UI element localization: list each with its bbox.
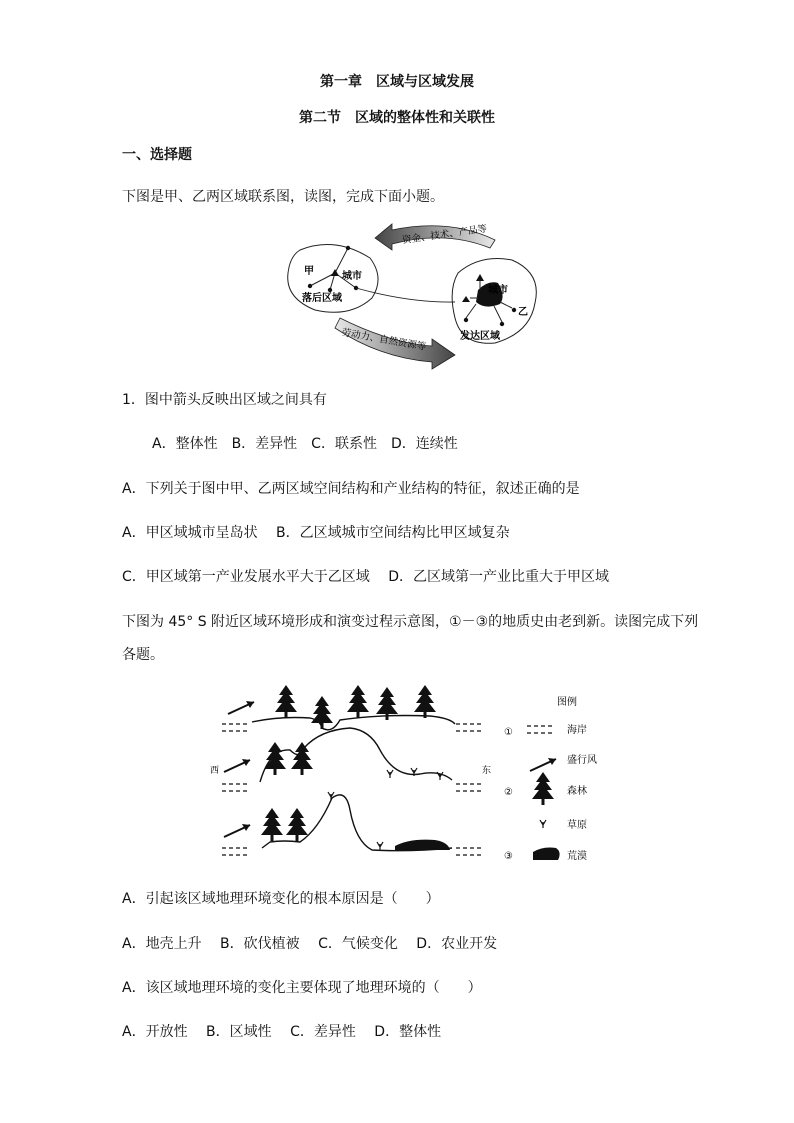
stage-3-mark: ③ xyxy=(504,851,513,862)
intro-text-2-line2: 各题。 xyxy=(122,647,164,663)
left-region-label: 甲 xyxy=(304,266,314,277)
q4-stem: A．该区域地理环境的变化主要体现了地理环境的（ ） xyxy=(122,980,482,996)
q3-stem: A．引起该区域地理环境变化的根本原因是（ ） xyxy=(122,891,440,907)
section-title: 第二节 区域的整体性和关联性 xyxy=(299,110,495,126)
q1-options: A．整体性 B．差异性 C．联系性 D．连续性 xyxy=(152,436,458,452)
q3-options: A．地壳上升 B．砍伐植被 C．气候变化 D．农业开发 xyxy=(122,936,498,952)
part-heading: 一、选择题 xyxy=(122,147,192,163)
top-arrow-label: 资金、技术、产品等 xyxy=(401,223,488,247)
q1-stem: 1．图中箭头反映出区域之间具有 xyxy=(122,392,327,408)
environment-evolution-figure xyxy=(200,680,630,872)
legend-coast-label: 海岸 xyxy=(567,725,587,736)
bottom-arrow-label: 劳动力、自然资源等 xyxy=(340,327,427,353)
q4-options: A．开放性 B．区域性 C．差异性 D．整体性 xyxy=(122,1024,442,1040)
q2-options-2: C．甲区域第一产业发展水平大于乙区域 D．乙区域第一产业比重大于甲区域 xyxy=(122,569,610,585)
legend-forest-label: 森林 xyxy=(567,786,587,797)
legend-title: 图例 xyxy=(557,697,577,708)
intro-text-1: 下图是甲、乙两区域联系图，读图，完成下面小题。 xyxy=(122,189,444,205)
region-linkage-figure xyxy=(280,218,550,373)
east-label: 东 xyxy=(482,766,492,776)
intro-text-2-line1: 下图为 45° S 附近区域环境形成和演变过程示意图，①－③的地质史由老到新。读图完成下列 xyxy=(122,614,699,630)
stage-2-mark: ② xyxy=(504,787,513,798)
q2-options-1: A．甲区域城市呈岛状 B．乙区域城市空间结构比甲区域复杂 xyxy=(122,525,510,541)
legend-grassland-label: 草原 xyxy=(567,820,587,831)
west-label: 西 xyxy=(210,766,220,776)
legend-desert-label: 荒漠 xyxy=(567,851,587,862)
legend-wind-label: 盛行风 xyxy=(567,755,597,766)
right-area-label: 发达区域 xyxy=(460,331,500,342)
right-city-label: 城市 xyxy=(488,285,508,296)
q2-stem: A．下列关于图中甲、乙两区域空间结构和产业结构的特征，叙述正确的是 xyxy=(122,481,580,497)
stage-1-mark: ① xyxy=(504,727,513,738)
left-area-label: 落后区域 xyxy=(302,293,342,304)
chapter-title: 第一章 区域与区域发展 xyxy=(320,74,474,90)
left-city-label: 城市 xyxy=(342,271,362,282)
right-region-label: 乙 xyxy=(518,307,528,318)
